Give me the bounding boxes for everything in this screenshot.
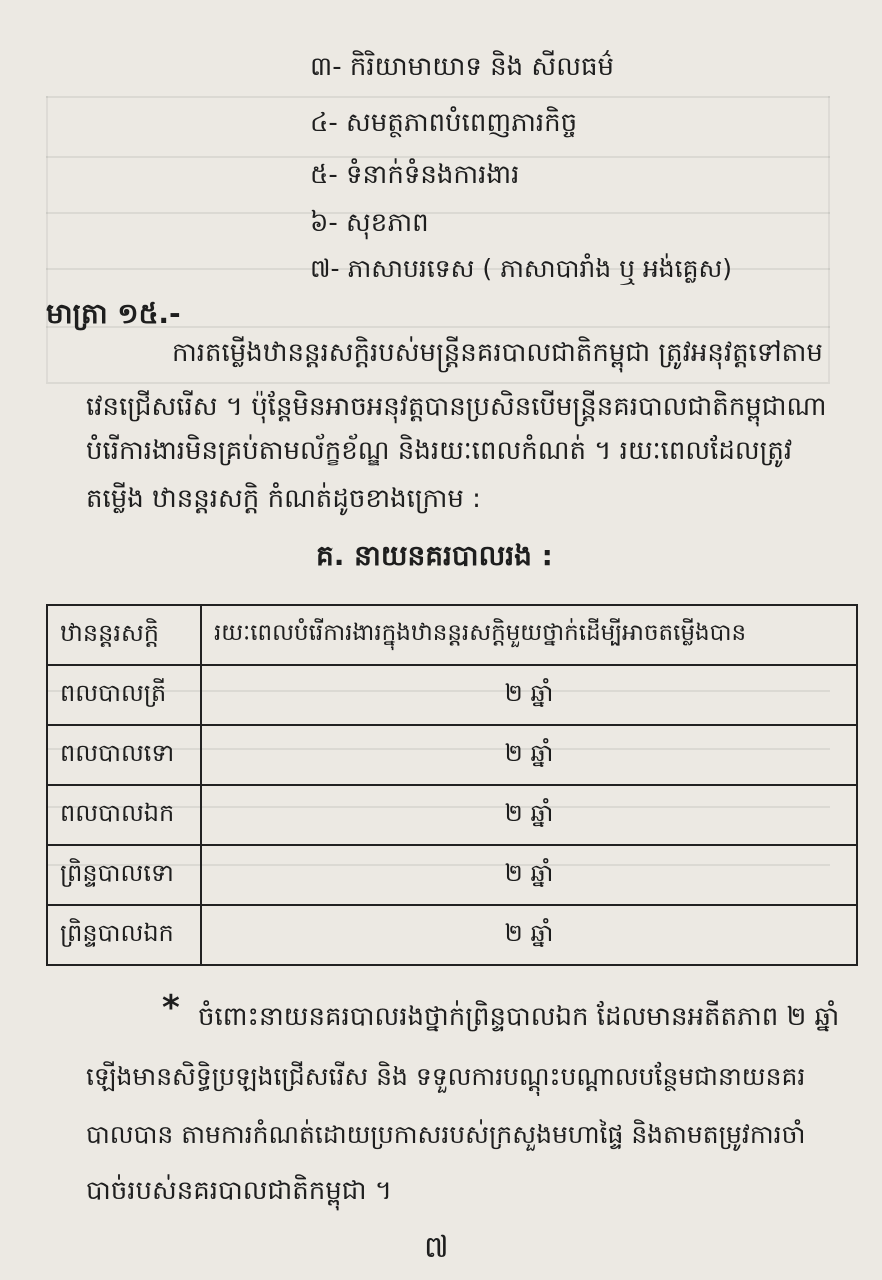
article-heading: មាត្រា ១៥.- [46,297,181,330]
table-row [47,905,857,965]
rank-cell: ព្រិន្ទបាលឯក [47,905,201,965]
paragraph-line-2: វេនជ្រើសរើស ។ ប៉ុន្តែមិនអាចអនុវត្តបានប្រសិនបើមន្ត្រីនគរបាលជាតិកម្ពុជាណា [86,392,827,422]
rank-promotion-table [46,604,858,966]
paragraph-line-3: បំរើការងារមិនគ្រប់តាមល័ក្ខខ័ណ្ឌ និងរយៈពេលកំណត់ ។ រយៈពេលដែលត្រូវ [86,436,793,466]
note-line-4: បាច់របស់នគរបាលជាតិកម្ពុជា ។ [86,1176,392,1206]
rank-cell: ព្រិន្ទបាលទោ [47,845,201,905]
list-item-4: ៤- សមត្ថភាពបំពេញភារកិច្ច [310,108,578,138]
rank-cell: ពលបាលទោ [47,725,201,785]
duration-cell: ២ ឆ្នាំ [201,725,857,785]
page-number: ៧ [424,1230,449,1265]
section-heading: គ. នាយនគរបាលរង : [316,539,553,572]
table-row [47,665,857,725]
list-item-6: ៦- សុខភាព [310,208,429,238]
column-header-rank: ឋានន្តរសក្តិ [47,605,201,665]
paragraph-line-4: តម្លើង ឋានន្តរសក្តិ កំណត់ដូចខាងក្រោម : [86,484,481,514]
duration-cell: ២ ឆ្នាំ [201,665,857,725]
duration-cell: ២ ឆ្នាំ [201,785,857,845]
table-row [47,845,857,905]
table-header-row [47,605,857,665]
note-line-1: ចំពោះនាយនគរបាលរងថ្នាក់ព្រិន្ទបាលឯក ដែលមានអតីតភាព ២ ឆ្នាំ [198,1002,840,1032]
rank-cell: ពលបាលត្រី [47,665,201,725]
note-asterisk: * [162,988,180,1028]
rank-cell: ពលបាលឯក [47,785,201,845]
table-row [47,785,857,845]
note-line-3: បាលបាន តាមការកំណត់ដោយប្រកាសរបស់ក្រសួងមហាផ្ទៃ និងតាមតម្រូវការចាំ [86,1120,806,1149]
duration-cell: ២ ឆ្នាំ [201,905,857,965]
paragraph-line-1: ការតម្លើងឋានន្តរសក្តិរបស់មន្ត្រីនគរបាលជាតិកម្ពុជា ត្រូវអនុវត្តទៅតាម [172,338,823,368]
list-item-5: ៥- ទំនាក់ទំនងការងារ [310,160,520,190]
duration-cell: ២ ឆ្នាំ [201,845,857,905]
list-item-3: ៣- កិរិយាមាយាទ និង សីលធម៌ [310,52,614,82]
table-row [47,725,857,785]
note-line-2: ឡើងមានសិទ្ធិប្រឡងជ្រើសរើស និង ទទួលការបណ្តុះបណ្តាលបន្ថែមជានាយនគរ [86,1062,806,1091]
list-item-7: ៧- ភាសាបរទេស ( ភាសាបារាំង ឬ អង់គ្លេស) [310,254,733,283]
column-header-duration: រយៈពេលបំរើការងារក្នុងឋានន្តរសក្តិមួយថ្នាក់ដើម្បីអាចតម្លើងបាន [201,605,857,665]
